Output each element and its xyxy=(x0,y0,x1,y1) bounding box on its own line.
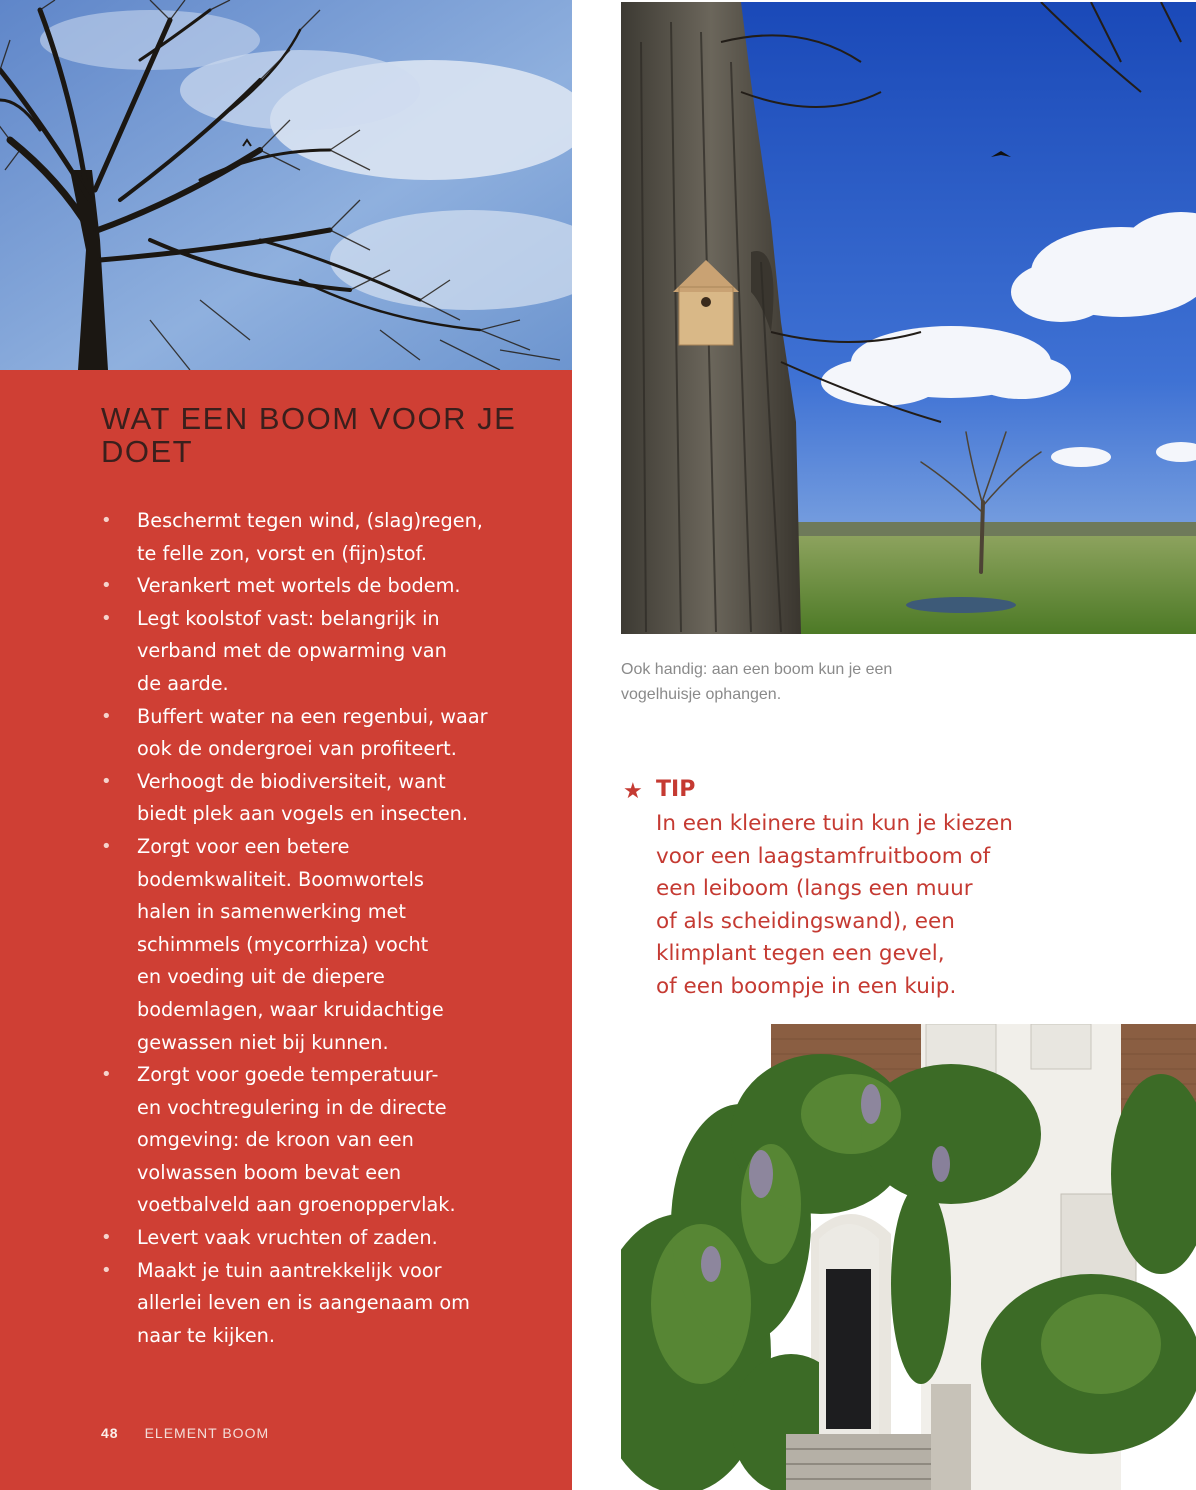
list-item xyxy=(101,505,551,570)
birdhouse-meadow-illustration xyxy=(621,2,1196,634)
bullet-icon: • xyxy=(101,835,112,857)
bullet-icon: • xyxy=(101,770,112,792)
list-item xyxy=(101,1255,551,1353)
list-item xyxy=(101,603,551,701)
bullet-icon: • xyxy=(101,575,112,597)
bullet-icon: • xyxy=(101,1259,112,1281)
bullet-icon: • xyxy=(101,705,112,727)
tip-text: In een kleinere tuin kun je kiezen voor een laagstamfruitboom of een leiboom (langs een muur of als scheidingswand), een klimplant tegen een gevel, of een boompje in een kuip. xyxy=(656,811,1013,999)
benefit-text: Levert vaak vruchten of zaden. xyxy=(137,1226,438,1250)
bare-tree-sky-illustration xyxy=(0,0,572,370)
photo-caption: Ook handig: aan een boom kun je een vogelhuisje ophangen. xyxy=(621,661,893,703)
left-column xyxy=(0,0,572,1490)
benefit-text: Buffert water na een regenbui, waar ook de ondergroei van profiteert. xyxy=(137,704,488,761)
benefit-text: Zorgt voor een betere bodemkwaliteit. Boomwortels halen in samenwerking met schimmels (mycorrhiza) vocht en voeding uit de diepere bodemlagen, waar kruidachtige gewassen niet bij kunnen. xyxy=(137,834,444,1054)
star-icon: ★ xyxy=(623,778,643,803)
benefit-text: Verhoogt de biodiversiteit, want biedt plek aan vogels en insecten. xyxy=(137,769,469,826)
bare-tree-sky-photo xyxy=(0,0,572,370)
benefit-text: Verankert met wortels de bodem. xyxy=(137,574,461,598)
section-title: WAT EEN BOOM VOOR JE DOET xyxy=(101,401,517,469)
list-item xyxy=(101,570,551,603)
benefit-text: Beschermt tegen wind, (slag)regen, te felle zon, vorst en (fijn)stof. xyxy=(137,509,483,565)
footer-section-label: ELEMENT BOOM xyxy=(144,1425,270,1441)
bullet-icon: • xyxy=(101,510,112,531)
list-item xyxy=(101,1222,551,1255)
benefit-list xyxy=(101,505,551,1352)
list-item xyxy=(101,831,551,1059)
ivy-house-photo xyxy=(621,1024,1196,1490)
bullet-icon: • xyxy=(101,1064,112,1086)
benefit-text: Legt koolstof vast: belangrijk in verband met de opwarming van de aarde. xyxy=(137,606,447,695)
page-footer xyxy=(101,1425,269,1441)
list-item xyxy=(101,701,551,766)
bullet-icon: • xyxy=(101,607,112,629)
benefit-text: Zorgt voor goede temperatuur- en vochtregulering in de directe omgeving: de kroon van een volwassen boom bevat een voetbalveld aan groenoppervlak. xyxy=(137,1063,456,1217)
list-item xyxy=(101,1059,551,1222)
page-number: 48 xyxy=(101,1425,119,1441)
ivy-house-illustration xyxy=(621,1024,1196,1490)
tip-heading: TIP xyxy=(656,777,696,802)
list-item xyxy=(101,766,551,831)
birdhouse-tree-photo xyxy=(621,2,1196,634)
bullet-icon: • xyxy=(101,1227,112,1249)
benefit-text: Maakt je tuin aantrekkelijk voor allerlei leven en is aangenaam om naar te kijken. xyxy=(137,1258,470,1347)
